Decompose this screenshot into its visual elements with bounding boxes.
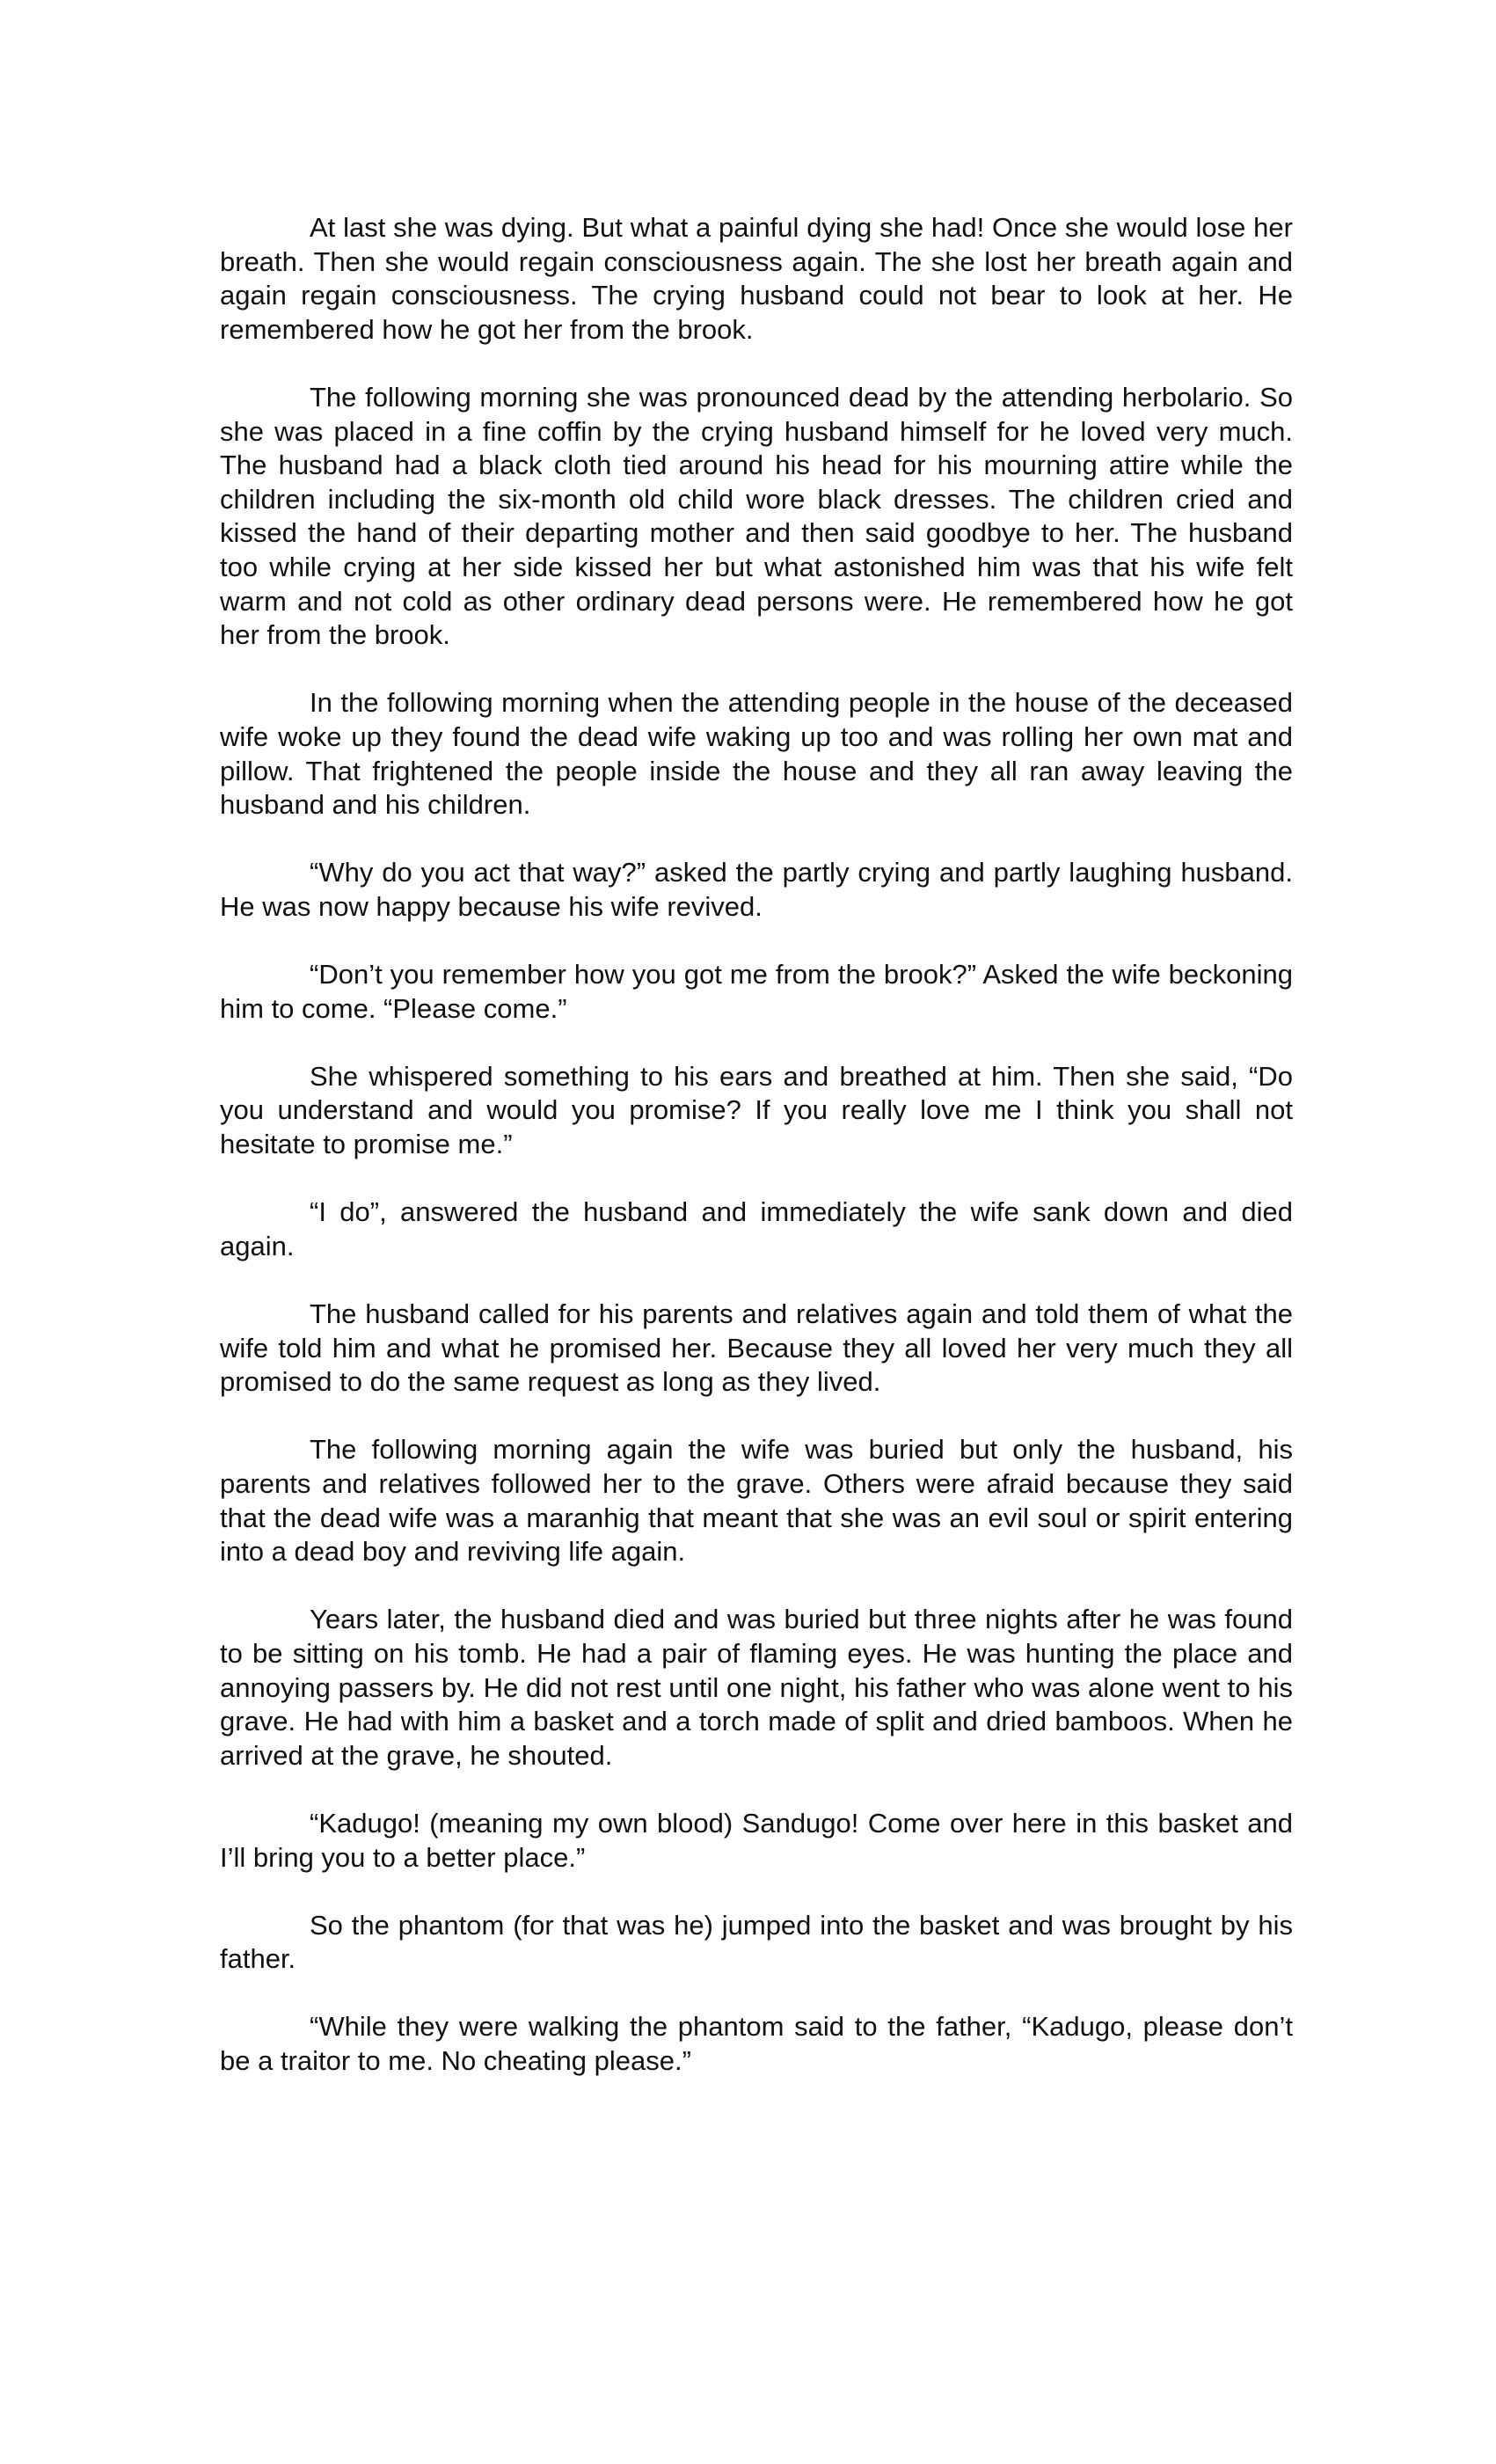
paragraph-12: So the phantom (for that was he) jumped into the basket and was brought by his father.: [220, 1909, 1293, 1975]
paragraph-1: At last she was dying. But what a painful dying she had! Once she would lose her breath. Then she would regain consciousness again. The she lost her breath again and again regain consciousness. The crying husband could not bear to look at her. He remembered how he got her from the brook.: [220, 212, 1293, 345]
paragraph-2: The following morning she was pronounced dead by the attending herbolario. So she was placed in a fine coffin by the crying husband himself for he loved very much. The husband had a black cloth tied around his head for his mourning attire while the children including the six-month old child wore black dresses. The children cried and kissed the hand of their departing mother and then said goodbye to her. The husband too while crying at her side kissed her but what astonished him was that his wife felt warm and not cold as other ordinary dead persons were. He remembered how he got her from the brook.: [220, 381, 1293, 651]
paragraph-10: Years later, the husband died and was buried but three nights after he was found to be sitting on his tomb. He had a pair of flaming eyes. He was hunting the place and annoying passers by. He did not rest until one night, his father who was alone went to his grave. He had with him a basket and a torch made of split and dried bamboos. When he arrived at the grave, he shouted.: [220, 1604, 1293, 1771]
paragraph-6: She whispered something to his ears and breathed at him. Then she said, “Do you understand and would you promise? If you really love me I think you shall not hesitate to promise me.”: [220, 1060, 1293, 1160]
paragraph-11: “Kadugo! (meaning my own blood) Sandugo! Come over here in this basket and I’ll bring you to a better place.”: [220, 1807, 1293, 1873]
paragraph-4: “Why do you act that way?” asked the partly crying and partly laughing husband. He was now happy because his wife revived.: [220, 857, 1293, 922]
paragraph-3: In the following morning when the attending people in the house of the deceased wife woke up they found the dead wife waking up too and was rolling her own mat and pillow. That frightened the people inside the house and they all ran away leaving the husband and his children.: [220, 687, 1293, 821]
paragraph-9: The following morning again the wife was buried but only the husband, his parents and relatives followed her to the grave. Others were afraid because they said that the dead wife was a maranhig that meant that she was an evil soul or spirit entering into a dead boy and reviving life again.: [220, 1434, 1293, 1568]
paragraph-8: The husband called for his parents and relatives again and told them of what the wife told him and what he promised her. Because they all loved her very much they all promised to do the same request as long as they lived.: [220, 1298, 1293, 1398]
paragraph-7: “I do”, answered the husband and immediately the wife sank down and died again.: [220, 1196, 1293, 1261]
story-text: [220, 211, 1293, 2112]
paragraph-13: “While they were walking the phantom said to the father, “Kadugo, please don’t be a traitor to me. No cheating please.”: [220, 2011, 1293, 2077]
paragraph-5: “Don’t you remember how you got me from the brook?” Asked the wife beckoning him to come. “Please come.”: [220, 959, 1293, 1024]
